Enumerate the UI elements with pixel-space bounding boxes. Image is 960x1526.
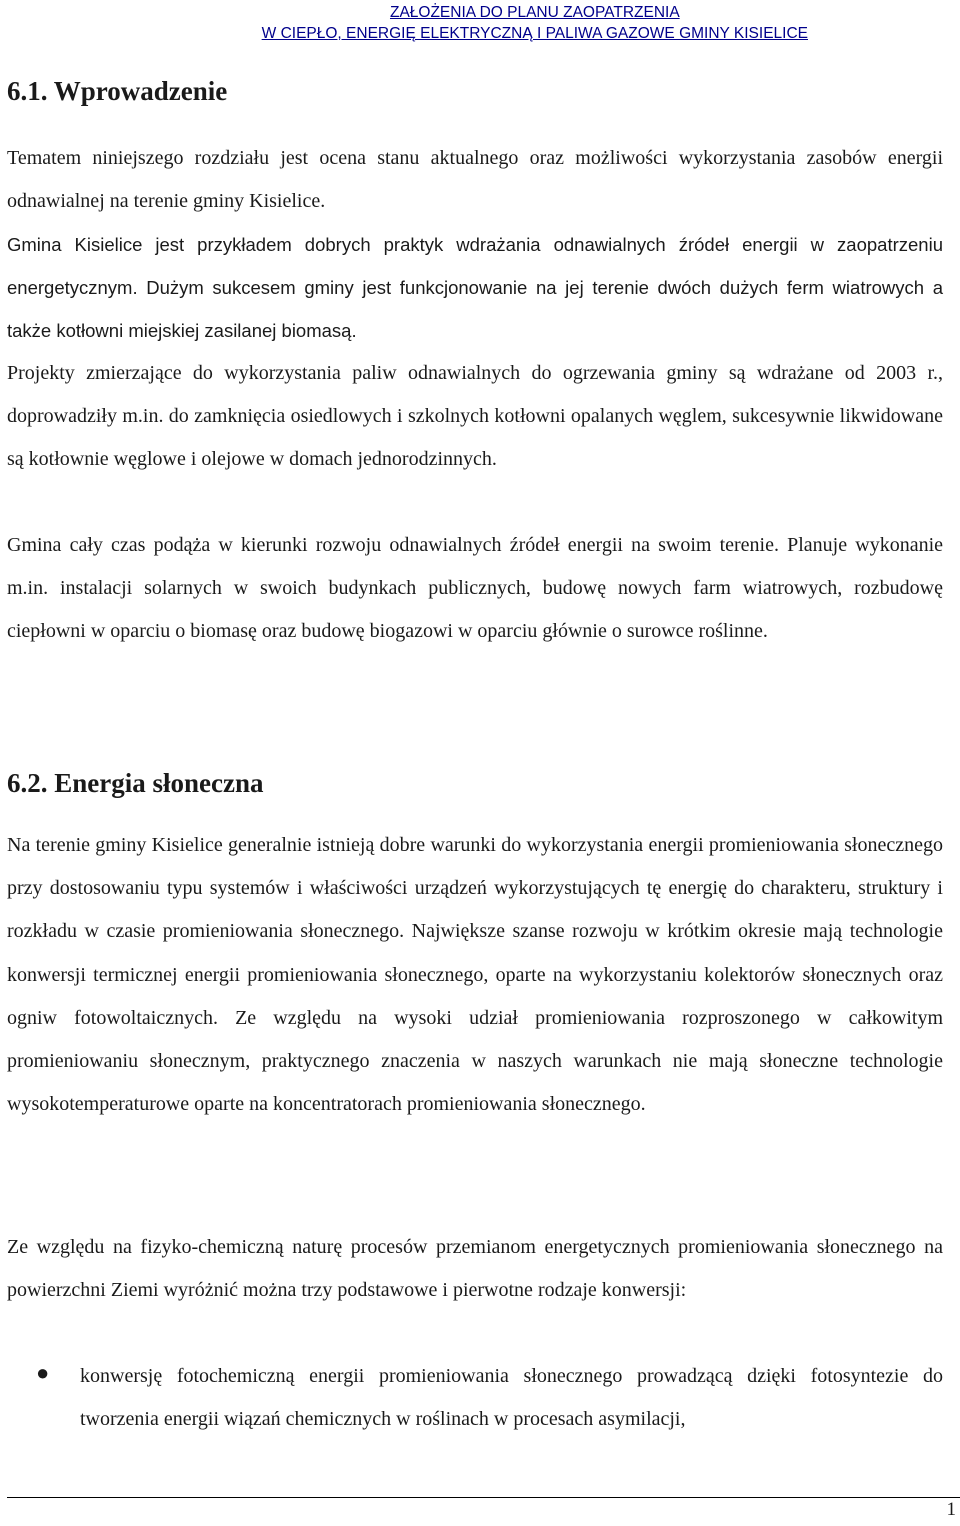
document-header <box>262 2 808 44</box>
list-item: konwersję fotochemiczną energii promieniowania słonecznego prowadzącą dzięki fotosyntezie do tworzenia energii wiązań chemicznych w roślinach w procesach asymilacji, <box>80 1365 943 1431</box>
section-title-introduction: 6.1. Wprowadzenie <box>7 76 228 106</box>
header-line-2: W CIEPŁO, ENERGIĘ ELEKTRYCZNĄ I PALIWA GAZOWE GMINY KISIELICE <box>261 25 808 42</box>
paragraph: Tematem niniejszego rozdziału jest ocena stanu aktualnego oraz możliwości wykorzystania zasobów energii odnawialnej na terenie gminy Kisielice. <box>7 147 943 213</box>
page-number: 1 <box>946 1499 956 1520</box>
bullet-icon: ● <box>36 1360 50 1385</box>
paragraph: Gmina Kisielice jest przykładem dobrych praktyk wdrażania odnawialnych źródeł energii w zaopatrzeniu energetycznym. Dużym sukcesem gminy jest funkcjonowanie na jej terenie dwóch dużych ferm wiatrowych a także kotłowni miejskiej zasilanej biomasą. <box>7 234 943 342</box>
header-line-1: ZAŁOŻENIA DO PLANU ZAOPATRZENIA <box>389 4 680 21</box>
paragraph: Projekty zmierzające do wykorzystania paliw odnawialnych do ogrzewania gminy są wdrażane od 2003 r., doprowadziły m.in. do zamknięcia osiedlowych i szkolnych kotłowni opalanych węglem, sukcesywnie likwidowane są kotłownie węglowe i olejowe w domach jednorodzinnych. <box>7 362 943 471</box>
section-title-solar-energy: 6.2. Energia słoneczna <box>7 768 264 798</box>
paragraph: Na terenie gminy Kisielice generalnie istnieją dobre warunki do wykorzystania energii promieniowania słonecznego przy dostosowaniu typu systemów i właściwości urządzeń wykorzystujących tę energię do charakteru, struktury i rozkładu w czasie promieniowania słonecznego. Największe szanse rozwoju w krótkim okresie mają technologie konwersji termicznej energii promieniowania słonecznego, oparte na wykorzystaniu kolektorów słonecznych oraz ogniw fotowoltaicznych. Ze względu na wysoki udział promieniowania rozproszonego w całkowitym promieniowaniu słonecznym, praktycznego znaczenia w naszych warunkach nie mają słoneczne technologie wysokotemperaturowe oparte na koncentratorach promieniowania słonecznego. <box>7 834 943 1116</box>
paragraph: Gmina cały czas podąża w kierunki rozwoju odnawialnych źródeł energii na swoim terenie. Planuje wykonanie m.in. instalacji solarnych w swoich budynkach publicznych, budowę nowych farm wiatrowych, rozbudowę ciepłowni w oparciu o biomasę oraz budowę biogazowi w oparciu głównie o surowce roślinne. <box>7 534 943 643</box>
paragraph: Ze względu na fizyko-chemiczną naturę procesów przemianom energetycznych promieniowania słonecznego na powierzchni Ziemi wyróżnić można trzy podstawowe i pierwotne rodzaje konwersji: <box>7 1236 943 1302</box>
footer-divider <box>7 1497 960 1498</box>
